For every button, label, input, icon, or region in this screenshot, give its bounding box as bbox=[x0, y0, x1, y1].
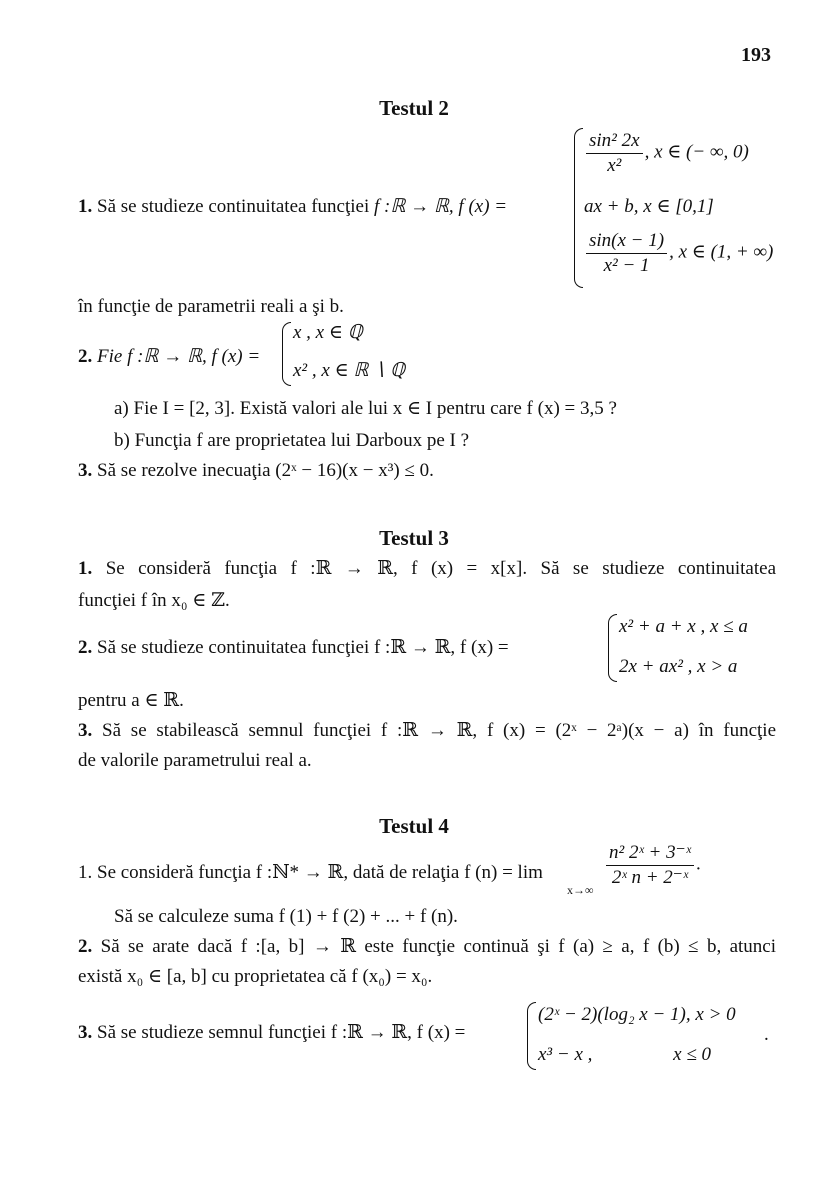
piecewise-brace bbox=[608, 614, 617, 682]
fraction-denominator: x² − 1 bbox=[603, 254, 650, 276]
fraction bbox=[586, 230, 667, 277]
test2-problem3 bbox=[78, 460, 434, 482]
case-condition: , x ∈ (− ∞, 0) bbox=[644, 141, 749, 163]
problem-number: 3. bbox=[78, 720, 93, 741]
function-definition: f :ℝ → ℝ, f (x) = bbox=[373, 196, 508, 217]
problem-text: 1. Se consideră funcţia f :ℕ* → ℝ, dată de relaţia f (n) = lim bbox=[78, 862, 543, 883]
fraction bbox=[606, 842, 694, 889]
problem-text: Să se rezolve inecuaţia (2ˣ − 16)(x − x³) ≤ 0. bbox=[97, 460, 434, 481]
case2: x³ − x , x ≤ 0 bbox=[538, 1044, 711, 1065]
test4-sum: Să se calculeze suma f (1) + f (2) + ... + f (n). bbox=[114, 906, 458, 927]
test3-problem3-line2: de valorile parametrului real a. bbox=[78, 750, 312, 771]
test4-problem1 bbox=[78, 862, 543, 884]
test3-problem2 bbox=[78, 637, 509, 659]
case2: ax + b, x ∈ [0,1] bbox=[584, 196, 714, 217]
test4-problem2-line1 bbox=[78, 932, 776, 962]
problem-number: 1. bbox=[78, 558, 93, 579]
fraction bbox=[586, 130, 643, 177]
limit-fraction bbox=[604, 842, 701, 889]
fraction-numerator: n² 2ˣ + 3⁻ˣ bbox=[606, 842, 694, 866]
problem-text: Să se studieze continuitatea funcţiei bbox=[97, 196, 370, 217]
test4-problem3 bbox=[78, 1022, 465, 1044]
period: . bbox=[764, 1024, 769, 1045]
test3-problem1-line1 bbox=[78, 554, 776, 584]
test2-problem2 bbox=[78, 346, 260, 368]
problem-text: Să se studieze semnul funcţiei f :ℝ → ℝ, f (x) = bbox=[97, 1022, 466, 1043]
test2-title: Testul 2 bbox=[379, 96, 449, 120]
fraction-denominator: 2ˣ n + 2⁻ˣ bbox=[611, 866, 689, 888]
problem-text: Se consideră funcţia f :ℝ → ℝ, f (x) = x[x]. Să se studieze continuitatea bbox=[105, 558, 777, 579]
test3-problem3-line1 bbox=[78, 716, 776, 746]
test4-title: Testul 4 bbox=[379, 814, 449, 838]
case2: 2x + ax² , x > a bbox=[619, 656, 738, 677]
case1: (2ˣ − 2)(log₂ x − 1), x > 0 bbox=[538, 1004, 736, 1025]
problem-continuation: în funcţie de parametrii reali a şi b. bbox=[78, 296, 344, 317]
problem-number: 2. bbox=[78, 637, 93, 658]
fraction-numerator: sin(x − 1) bbox=[586, 230, 667, 254]
test3-title: Testul 3 bbox=[379, 526, 449, 550]
piecewise-brace bbox=[527, 1002, 536, 1070]
test4-problem2-line2: există x₀ ∈ [a, b] cu proprietatea că f (x₀) = x₀. bbox=[78, 966, 433, 987]
page-number: 193 bbox=[741, 44, 771, 66]
problem-text: Fie f :ℝ → ℝ, f (x) = bbox=[97, 346, 261, 367]
problem-number: 2. bbox=[78, 936, 93, 957]
period: . bbox=[696, 853, 701, 875]
subquestion-b: b) Funcţia f are proprietatea lui Darboux pe I ? bbox=[114, 430, 470, 451]
test2-problem1 bbox=[78, 196, 507, 218]
case-condition: , x ∈ (1, + ∞) bbox=[669, 241, 774, 263]
fraction-numerator: sin² 2x bbox=[586, 130, 643, 154]
problem-text: Să se stabilească semnul funcţiei f :ℝ → ℝ, f (x) = (2ˣ − 2ᵃ)(x − a) în funcţie bbox=[102, 720, 776, 741]
case1: x² + a + x , x ≤ a bbox=[619, 616, 748, 637]
piecewise-brace bbox=[282, 322, 291, 386]
case1 bbox=[584, 130, 749, 177]
problem-number: 1. bbox=[78, 196, 93, 217]
problem-text: Să se studieze continuitatea funcţiei f :ℝ → ℝ, f (x) = bbox=[97, 637, 509, 658]
case3 bbox=[584, 230, 773, 277]
limit-subscript: x→∞ bbox=[567, 883, 594, 897]
subquestion-a: a) Fie I = [2, 3]. Există valori ale lui x ∈ I pentru care f (x) = 3,5 ? bbox=[114, 398, 617, 419]
problem-continuation: pentru a ∈ ℝ. bbox=[78, 690, 184, 711]
case1: x , x ∈ ℚ bbox=[293, 322, 363, 343]
problem-number: 2. bbox=[78, 346, 93, 367]
test3-problem1-line2: funcţiei f în x₀ ∈ ℤ. bbox=[78, 590, 230, 611]
piecewise-brace bbox=[574, 128, 583, 288]
problem-number: 3. bbox=[78, 460, 93, 481]
case2: x² , x ∈ ℝ ∖ ℚ bbox=[293, 360, 405, 381]
problem-number: 3. bbox=[78, 1022, 93, 1043]
problem-text: Să se arate dacă f :[a, b] → ℝ este funcţie continuă şi f (a) ≥ a, f (b) ≤ b, atunci bbox=[100, 936, 776, 957]
fraction-denominator: x² bbox=[607, 154, 622, 176]
